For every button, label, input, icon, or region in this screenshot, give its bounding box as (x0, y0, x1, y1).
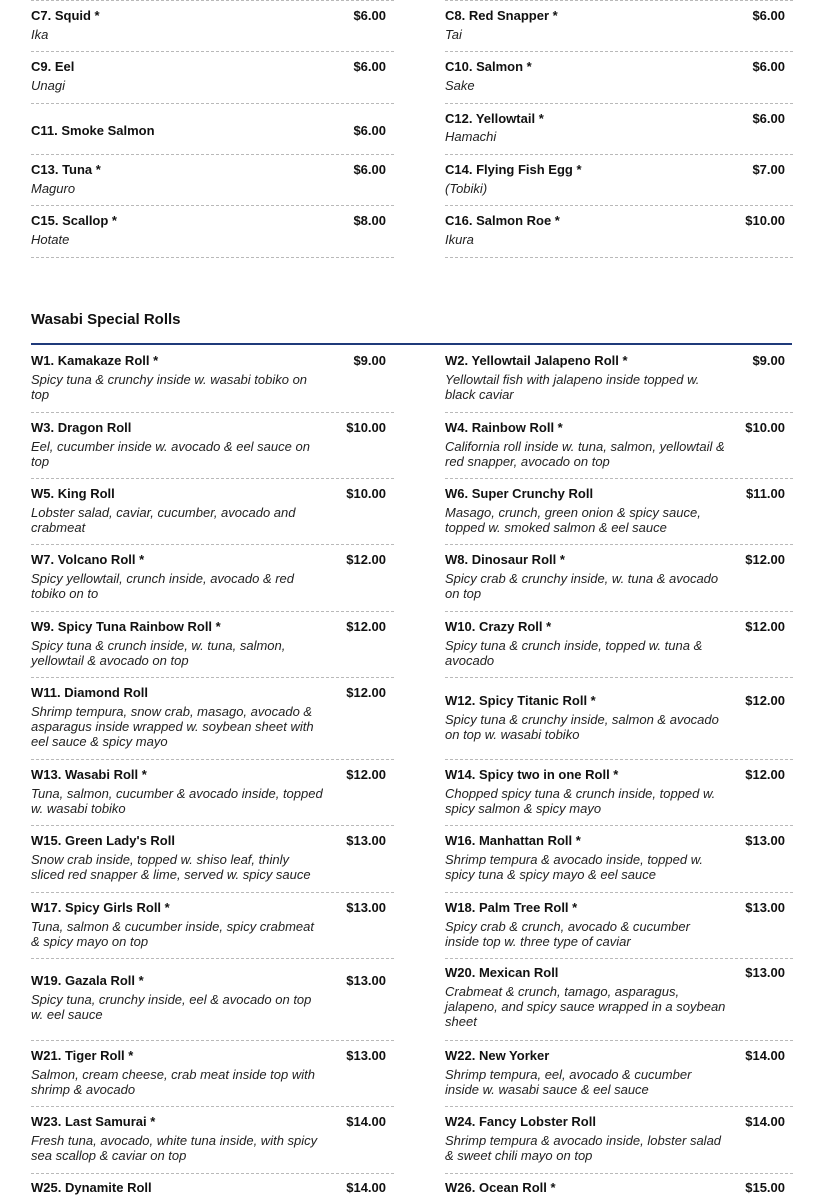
menu-item[interactable] (445, 1107, 793, 1174)
item-name: C13. Tuna * (31, 162, 101, 177)
item-price: $14.00 (346, 1180, 386, 1195)
item-description: Sake (445, 78, 475, 93)
item-description: Snow crab inside, topped w. shiso leaf, thinly sliced red snapper & lime, served w. spicy sauce (31, 852, 311, 882)
item-description: Eel, cucumber inside w. avocado & eel sauce on top (31, 439, 310, 469)
item-name: W7. Volcano Roll * (31, 552, 145, 567)
item-name: C15. Scallop * (31, 213, 117, 228)
item-price: $12.00 (745, 552, 785, 567)
item-name: W11. Diamond Roll (31, 685, 149, 700)
item-name: C8. Red Snapper * (445, 8, 558, 23)
menu-item[interactable] (31, 893, 394, 959)
item-price: $13.00 (346, 833, 386, 848)
item-name: W26. Ocean Roll * (445, 1180, 556, 1195)
item-price: $12.00 (346, 619, 386, 634)
item-description: Spicy tuna & crunchy inside w. wasabi tobiko on top (31, 372, 308, 402)
menu-item[interactable] (31, 959, 394, 1041)
item-price: $11.00 (745, 486, 785, 501)
rolls-column-right (445, 346, 793, 1204)
item-description: Lobster salad, caviar, cucumber, avocado and crabmeat (31, 505, 296, 535)
item-name: W15. Green Lady's Roll (31, 833, 175, 848)
item-description: Masago, crunch, green onion & spicy sauce, topped w. smoked salmon & eel sauce (445, 505, 701, 535)
item-description: (Tobiki) (445, 181, 488, 196)
menu-item[interactable] (31, 413, 394, 479)
item-description: Spicy tuna & crunchy inside, salmon & avocado on top w. wasabi tobiko (445, 712, 719, 742)
item-description: Tuna, salmon & cucumber inside, spicy crabmeat & spicy mayo on top (31, 919, 314, 949)
item-description: Hamachi (445, 129, 497, 144)
menu-item[interactable] (31, 206, 394, 258)
item-name: C12. Yellowtail * (445, 111, 544, 126)
item-name: W24. Fancy Lobster Roll (445, 1114, 596, 1129)
item-description: Crabmeat & crunch, tamago, asparagus, jalapeno, and spicy sauce wrapped in a soybean sheet (445, 984, 726, 1029)
menu-item[interactable] (31, 545, 394, 612)
menu-item[interactable] (445, 545, 793, 612)
item-price: $10.00 (745, 420, 785, 435)
menu-item[interactable] (445, 893, 793, 959)
item-description: Unagi (31, 78, 65, 93)
item-price: $10.00 (346, 486, 386, 501)
item-price: $10.00 (745, 213, 785, 228)
menu-item[interactable] (445, 0, 793, 52)
item-price: $12.00 (346, 552, 386, 567)
item-name: W12. Spicy Titanic Roll * (445, 693, 596, 708)
item-price: $12.00 (745, 767, 785, 782)
item-price: $6.00 (353, 8, 386, 23)
item-price: $12.00 (745, 619, 785, 634)
item-name: W9. Spicy Tuna Rainbow Roll * (31, 619, 221, 634)
item-price: $15.00 (745, 1180, 785, 1195)
menu-item[interactable] (445, 826, 793, 893)
menu-item[interactable] (445, 1174, 793, 1204)
item-description: Spicy crab & crunch, avocado & cucumber inside top w. three type of caviar (445, 919, 690, 949)
item-price: $13.00 (346, 900, 386, 915)
menu-item[interactable] (31, 0, 394, 52)
item-name: W5. King Roll (31, 486, 115, 501)
section-divider (31, 343, 792, 345)
item-description: Shrimp tempura, snow crab, masago, avocado & asparagus inside wrapped w. soybean sheet with eel sauce & spicy mayo (31, 704, 314, 749)
item-name: W25. Dynamite Roll (31, 1180, 152, 1195)
item-price: $9.00 (353, 353, 386, 368)
menu-item[interactable] (445, 1041, 793, 1107)
item-price: $14.00 (745, 1114, 785, 1129)
item-name: W1. Kamakaze Roll * (31, 353, 159, 368)
menu-item[interactable] (31, 826, 394, 893)
menu-item[interactable] (31, 479, 394, 545)
item-price: $8.00 (353, 213, 386, 228)
menu-item[interactable] (31, 1041, 394, 1107)
item-description: Spicy yellowtail, crunch inside, avocado & red tobiko on to (31, 571, 295, 601)
item-name: W13. Wasabi Roll * (31, 767, 147, 782)
item-description: Yellowtail fish with jalapeno inside topped w. black caviar (445, 372, 700, 402)
item-price: $6.00 (752, 59, 785, 74)
item-description: Ika (31, 27, 49, 42)
menu-item[interactable] (445, 612, 793, 678)
item-name: W16. Manhattan Roll * (445, 833, 581, 848)
item-name: C7. Squid * (31, 8, 100, 23)
item-price: $14.00 (346, 1114, 386, 1129)
menu-item[interactable] (445, 959, 793, 1041)
section-title: Wasabi Special Rolls (31, 311, 181, 328)
rolls-column-left (31, 346, 394, 1204)
item-name: W17. Spicy Girls Roll * (31, 900, 170, 915)
item-description: Spicy tuna & crunch inside, w. tuna, salmon, yellowtail & avocado on top (31, 638, 286, 668)
item-price: $12.00 (745, 693, 785, 708)
menu-item[interactable] (31, 155, 394, 206)
item-name: W22. New Yorker (445, 1048, 550, 1063)
item-description: Chopped spicy tuna & crunch inside, topped w. spicy salmon & spicy mayo (445, 786, 716, 816)
item-price: $12.00 (346, 685, 386, 700)
item-name: C9. Eel (31, 59, 75, 74)
item-price: $6.00 (752, 111, 785, 126)
item-description: Spicy crab & crunchy inside, w. tuna & avocado on top (445, 571, 719, 601)
item-price: $10.00 (346, 420, 386, 435)
menu-item[interactable] (445, 346, 793, 413)
item-price: $6.00 (353, 59, 386, 74)
menu-item[interactable] (445, 104, 793, 155)
menu-item[interactable] (445, 155, 793, 206)
item-price: $13.00 (745, 900, 785, 915)
item-description: Shrimp tempura & avocado inside, topped w. spicy tuna & spicy mayo & eel sauce (445, 852, 703, 882)
item-name: C11. Smoke Salmon (31, 123, 155, 138)
item-name: W2. Yellowtail Jalapeno Roll * (445, 353, 628, 368)
menu-item[interactable] (445, 52, 793, 104)
item-price: $7.00 (752, 162, 785, 177)
item-name: W6. Super Crunchy Roll (445, 486, 594, 501)
menu-item[interactable] (31, 52, 394, 104)
sashimi-column-right (445, 0, 793, 258)
item-description: Ikura (445, 232, 474, 247)
menu-item[interactable] (31, 678, 394, 760)
item-name: W3. Dragon Roll (31, 420, 132, 435)
item-name: W18. Palm Tree Roll * (445, 900, 578, 915)
menu-item[interactable] (445, 413, 793, 479)
menu-item[interactable] (31, 1107, 394, 1174)
sashimi-column-left (31, 0, 394, 258)
item-price: $12.00 (346, 767, 386, 782)
item-name: C14. Flying Fish Egg * (445, 162, 582, 177)
menu-item[interactable] (31, 1174, 394, 1204)
item-description: Hotate (31, 232, 70, 247)
item-name: W21. Tiger Roll * (31, 1048, 134, 1063)
item-name: W8. Dinosaur Roll * (445, 552, 565, 567)
item-description: California roll inside w. tuna, salmon, yellowtail & red snapper, avocado on top (445, 439, 725, 469)
item-description: Shrimp tempura, eel, avocado & cucumber inside w. wasabi sauce & eel sauce (445, 1067, 692, 1097)
item-price: $13.00 (745, 965, 785, 980)
item-price: $6.00 (353, 162, 386, 177)
menu-item[interactable] (445, 206, 793, 258)
item-description: Spicy tuna & crunch inside, topped w. tuna & avocado (445, 638, 703, 668)
item-name: W4. Rainbow Roll * (445, 420, 563, 435)
item-name: W19. Gazala Roll * (31, 973, 144, 988)
item-price: $6.00 (353, 123, 386, 138)
item-price: $14.00 (745, 1048, 785, 1063)
item-description: Shrimp tempura & avocado inside, lobster salad & sweet chili mayo on top (445, 1133, 722, 1163)
menu-item[interactable] (445, 678, 793, 760)
item-price: $13.00 (346, 1048, 386, 1063)
item-name: C16. Salmon Roe * (445, 213, 560, 228)
item-name: W14. Spicy two in one Roll * (445, 767, 619, 782)
menu-item[interactable] (31, 612, 394, 678)
menu-item[interactable] (31, 104, 394, 155)
item-description: Tai (445, 27, 462, 42)
item-name: W20. Mexican Roll (445, 965, 559, 980)
item-description: Maguro (31, 181, 76, 196)
item-description: Tuna, salmon, cucumber & avocado inside, topped w. wasabi tobiko (31, 786, 323, 816)
item-price: $13.00 (745, 833, 785, 848)
menu-item[interactable] (445, 760, 793, 826)
item-name: C10. Salmon * (445, 59, 532, 74)
item-description: Fresh tuna, avocado, white tuna inside, with spicy sea scallop & caviar on top (31, 1133, 318, 1163)
item-price: $9.00 (752, 353, 785, 368)
item-description: Spicy tuna, crunchy inside, eel & avocado on top w. eel sauce (31, 992, 312, 1022)
item-price: $13.00 (346, 973, 386, 988)
menu-item[interactable] (31, 760, 394, 826)
menu-item[interactable] (31, 346, 394, 413)
menu-item[interactable] (445, 479, 793, 545)
item-name: W10. Crazy Roll * (445, 619, 552, 634)
item-name: W23. Last Samurai * (31, 1114, 156, 1129)
item-price: $6.00 (752, 8, 785, 23)
item-description: Salmon, cream cheese, crab meat inside top with shrimp & avocado (31, 1067, 315, 1097)
